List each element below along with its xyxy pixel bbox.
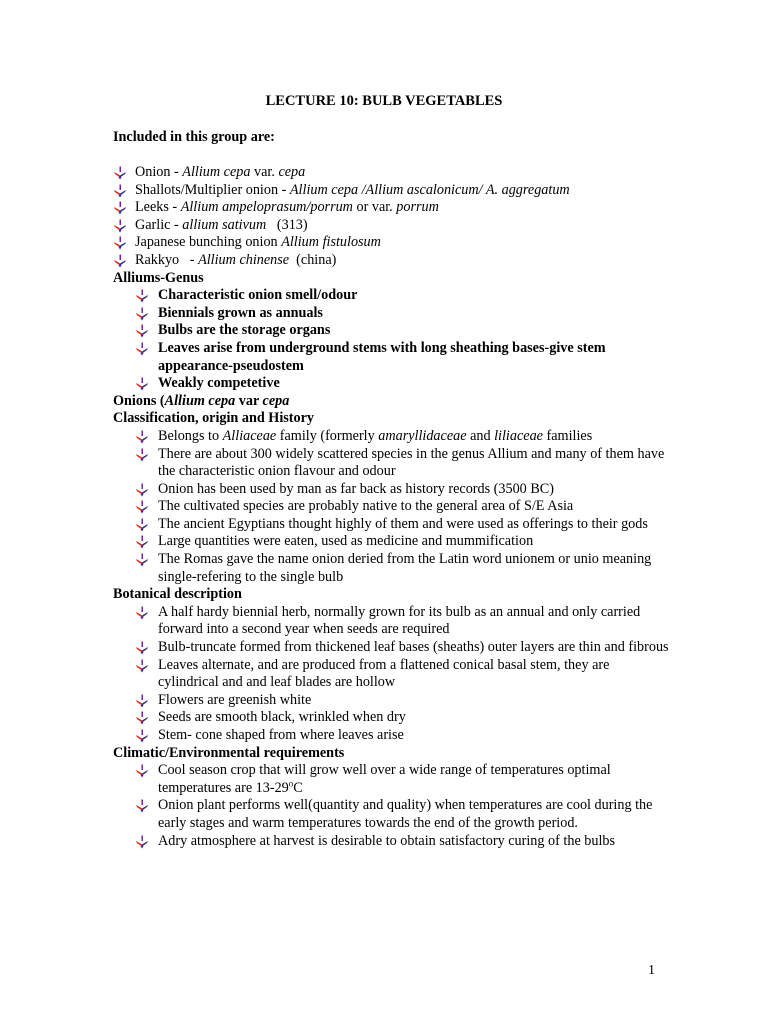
arrow-bullet-icon: [135, 377, 149, 391]
arrow-bullet-icon: [113, 166, 127, 180]
arrow-bullet-icon: [135, 711, 149, 725]
list-item: Leeks - Allium ampeloprasum/porrum or var. porrum: [113, 199, 673, 217]
page-number: 1: [648, 963, 655, 978]
list-item: Belongs to Alliaceae family (formerly amaryllidaceae and liliaceae families: [135, 428, 673, 446]
list-item: Cool season crop that will grow well over a wide range of temperatures optimal temperatures are 13-29$^o$C: [135, 762, 673, 797]
list-item: The ancient Egyptians thought highly of them and were used as offerings to their gods: [135, 516, 673, 534]
page-title: LECTURE 10: BULB VEGETABLES: [265, 93, 503, 109]
list-item: Onion plant performs well(quantity and quality) when temperatures are cool during the early stages and warm temperatures towards the end of the growth period.: [135, 797, 673, 832]
section-heading-onions: Onions (Allium cepa var cepa: [113, 392, 290, 409]
arrow-bullet-icon: [135, 606, 149, 620]
climatic-list: [135, 762, 673, 850]
group-members-list: [113, 164, 673, 270]
section-heading-climatic: Climatic/Environmental requirements: [113, 744, 345, 761]
arrow-bullet-icon: [135, 289, 149, 303]
arrow-bullet-icon: [135, 324, 149, 338]
list-item: Garlic - allium sativum (313): [113, 217, 673, 235]
arrow-bullet-icon: [135, 518, 149, 532]
section-heading-alliums-genus: Alliums-Genus: [113, 269, 204, 286]
arrow-bullet-icon: [113, 236, 127, 250]
list-item: Rakkyo - Allium chinense (china): [113, 252, 673, 270]
arrow-bullet-icon: [135, 835, 149, 849]
arrow-bullet-icon: [135, 448, 149, 462]
arrow-bullet-icon: [135, 764, 149, 778]
list-item: Onion has been used by man as far back as history records (3500 BC): [135, 481, 673, 499]
arrow-bullet-icon: [135, 430, 149, 444]
arrow-bullet-icon: [135, 694, 149, 708]
list-item: There are about 300 widely scattered species in the genus Allium and many of them have the characteristic onion flavour and odour: [135, 446, 673, 481]
list-item: Shallots/Multiplier onion - Allium cepa /Allium ascalonicum/ A. aggregatum: [113, 182, 673, 200]
list-item: A half hardy biennial herb, normally grown for its bulb as an annual and only carried forward into a second year when seeds are required: [135, 604, 673, 639]
list-item: Flowers are greenish white: [135, 692, 673, 710]
list-item: Seeds are smooth black, wrinkled when dry: [135, 709, 673, 727]
arrow-bullet-icon: [135, 641, 149, 655]
list-item: Japanese bunching onion Allium fistulosum: [113, 234, 673, 252]
arrow-bullet-icon: [113, 184, 127, 198]
arrow-bullet-icon: [135, 553, 149, 567]
list-item: Large quantities were eaten, used as medicine and mummification: [135, 533, 673, 551]
arrow-bullet-icon: [135, 535, 149, 549]
list-item: Biennials grown as annuals: [135, 305, 673, 323]
intro-heading: Included in this group are:: [113, 129, 275, 145]
list-item: Onion - Allium cepa var. cepa: [113, 164, 673, 182]
list-item: Weakly competetive: [135, 375, 673, 393]
botanical-list: [135, 604, 673, 745]
classification-list: [135, 428, 673, 586]
section-heading-botanical: Botanical description: [113, 586, 242, 603]
arrow-bullet-icon: [135, 342, 149, 356]
list-item: Bulb-truncate formed from thickened leaf bases (sheaths) outer layers are thin and fibrous: [135, 639, 673, 657]
arrow-bullet-icon: [135, 659, 149, 673]
list-item: The Romas gave the name onion deried from the Latin word unionem or unio meaning single-refering to the single bulb: [135, 551, 673, 586]
document-body: [113, 164, 673, 850]
arrow-bullet-icon: [135, 799, 149, 813]
section-heading-classification: Classification, origin and History: [113, 410, 315, 427]
list-item: Leaves arise from underground stems with long sheathing bases-give stem appearance-pseudostem: [135, 340, 673, 375]
list-item: Leaves alternate, and are produced from a flattened conical basal stem, they are cylindrical and and leaf blades are hollow: [135, 657, 673, 692]
list-item: Adry atmosphere at harvest is desirable to obtain satisfactory curing of the bulbs: [135, 833, 673, 851]
arrow-bullet-icon: [135, 307, 149, 321]
arrow-bullet-icon: [113, 219, 127, 233]
arrow-bullet-icon: [135, 483, 149, 497]
arrow-bullet-icon: [135, 729, 149, 743]
list-item: Stem- cone shaped from where leaves arise: [135, 727, 673, 745]
list-item: The cultivated species are probably native to the general area of S/E Asia: [135, 498, 673, 516]
list-item: Bulbs are the storage organs: [135, 322, 673, 340]
list-item: Characteristic onion smell/odour: [135, 287, 673, 305]
arrow-bullet-icon: [113, 201, 127, 215]
arrow-bullet-icon: [113, 254, 127, 268]
alliums-genus-list: [135, 287, 673, 393]
arrow-bullet-icon: [135, 500, 149, 514]
